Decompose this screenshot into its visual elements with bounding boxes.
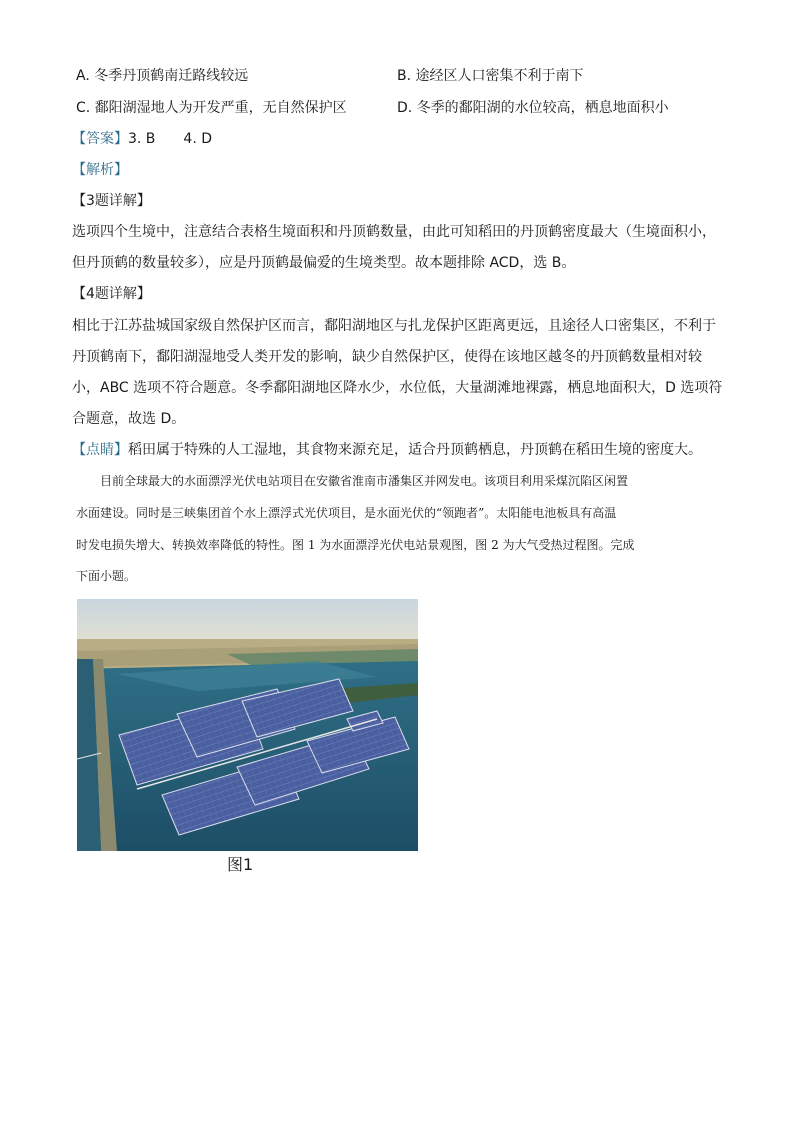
option-b: B. 途经区人口密集不利于南下 [397,68,584,84]
answer-row [72,129,212,149]
option-c: C. 鄱阳湖湿地人为开发严重，无自然保护区 [76,100,347,116]
solar-plant-photo [77,599,418,851]
q3-line-1: 选项四个生境中，注意结合表格生境面积和丹顶鹤数量，由此可知稻田的丹顶鹤密度最大（生境面积小， [72,224,716,240]
q4-line-1: 相比于江苏盐城国家级自然保护区而言，鄱阳湖地区与扎龙保护区距离更远，且途径人口密集区，不利于 [72,318,716,334]
option-d: D. 冬季的鄱阳湖的水位较高，栖息地面积小 [397,100,669,116]
highlight-text: 稻田属于特殊的人工湿地，其食物来源充足，适合丹顶鹤栖息，丹顶鹤在稻田生境的密度大。 [128,442,702,458]
answer-value: 3. B 4. D [128,131,212,147]
passage-line-1: 目前全球最大的水面漂浮光伏电站项目在安徽省淮南市潘集区并网发电。该项目利用采煤沉陷区闲置 [76,474,629,488]
highlight-row [72,440,702,460]
passage-line-4: 下面小题。 [76,569,137,583]
q4-line-2: 丹顶鹤南下，鄱阳湖湿地受人类开发的影响，缺少自然保护区，使得在该地区越冬的丹顶鹤数量相对较 [72,349,702,365]
q3-line-2: 但丹顶鹤的数量较多），应是丹顶鹤最偏爱的生境类型。故本题排除 ACD，选 B。 [72,255,576,271]
option-a: A. 冬季丹顶鹤南迁路线较远 [76,68,249,84]
passage-line-3: 时发电损失增大、转换效率降低的特性。图 1 为水面漂浮光伏电站景观图，图 2 为大气受热过程图。完成 [76,538,635,552]
figure-caption: 图1 [227,855,254,874]
q4-line-3: 小，ABC 选项不符合题意。冬季鄱阳湖地区降水少，水位低，大量湖滩地裸露，栖息地面积大，D 选项符 [72,380,723,396]
answer-label: 【答案】 [72,131,128,147]
analysis-label: 【解析】 [72,162,128,178]
q3-heading: 【3题详解】 [72,193,151,209]
highlight-label: 【点睛】 [72,442,128,458]
passage-line-2: 水面建设。同时是三峡集团首个水上漂浮式光伏项目，是水面光伏的“领跑者”。太阳能电池板具有高温 [76,506,617,520]
q4-heading: 【4题详解】 [72,286,151,302]
q4-line-4: 合题意，故选 D。 [72,411,186,427]
